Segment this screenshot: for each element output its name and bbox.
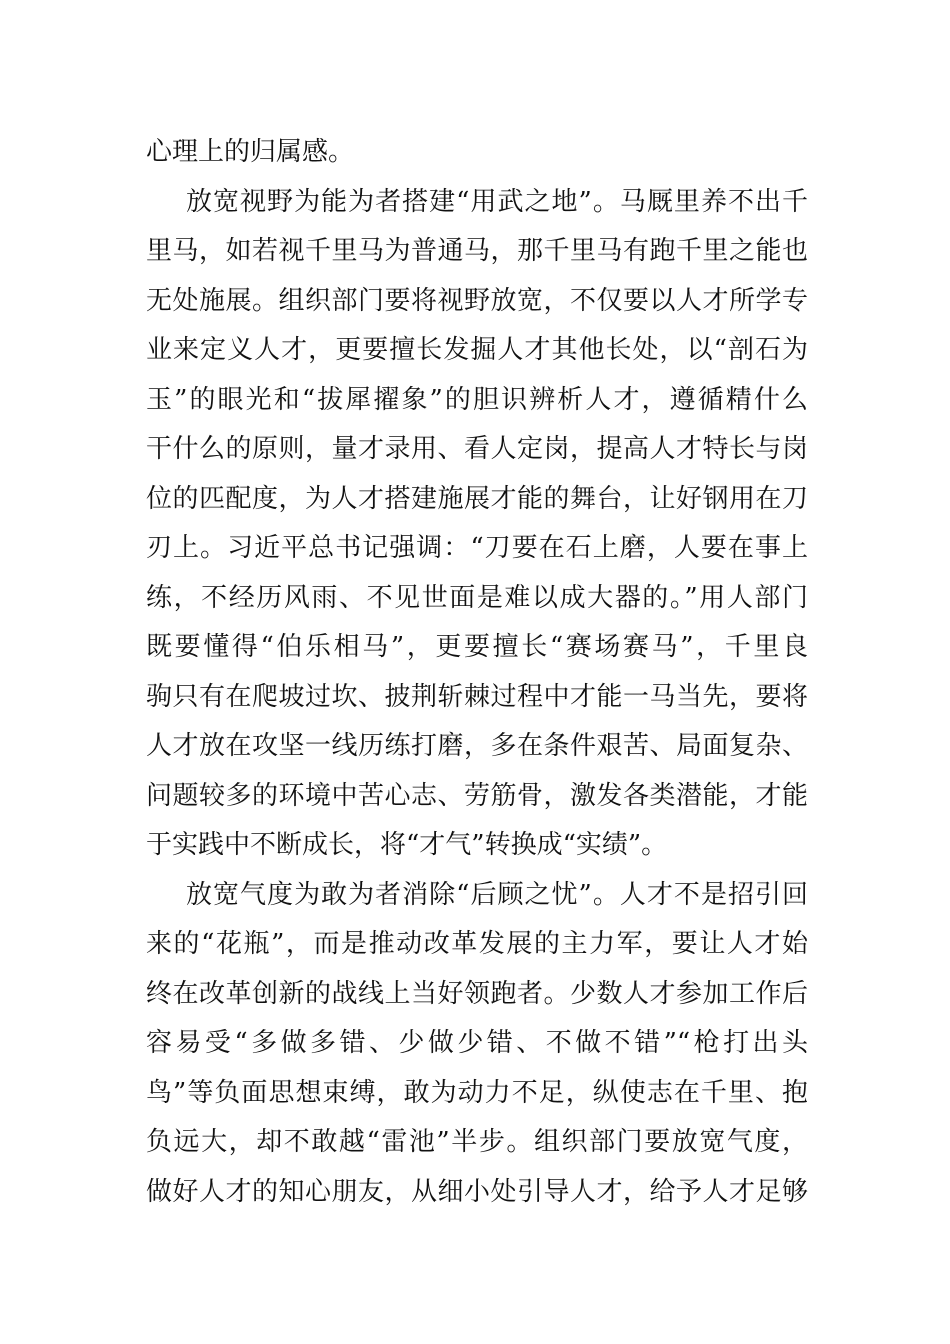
text-line: 位的匹配度，为人才搭建施展才能的舞台，让好钢用在刀: [146, 483, 808, 514]
text-line: 刃上。习近平总书记强调：“刀要在石上磨，人要在事上: [146, 533, 808, 563]
text-line: 于实践中不断成长，将“才气”转换成“实绩”。: [146, 830, 668, 860]
text-line: 鸟”等负面思想束缚，敢为动力不足，纵使志在千里、抱: [146, 1077, 808, 1108]
text-line: 终在改革创新的战线上当好领跑者。少数人才参加工作后: [146, 978, 808, 1009]
text-line: 负远大，却不敢越“雷池”半步。组织部门要放宽气度，: [146, 1127, 808, 1157]
paragraph-start-line: 放宽视野为能为者搭建“用武之地”。马厩里养不出千: [186, 186, 808, 217]
text-line: 心理上的归属感。: [146, 137, 355, 167]
text-line: 里马，如若视千里马为普通马，那千里马有跑千里之能也: [146, 236, 808, 266]
text-line: 做好人才的知心朋友，从细小处引导人才，给予人才足够: [146, 1176, 808, 1207]
text-line: 干什么的原则，量才录用、看人定岗，提高人才特长与岗: [146, 434, 808, 464]
text-line: 既要懂得“伯乐相马”，更要擅长“赛场赛马”，千里良: [146, 632, 808, 662]
text-line: 业来定义人才，更要擅长发掘人才其他长处，以“剖石为: [146, 335, 808, 365]
paragraph-start-line: 放宽气度为敢为者消除“后顾之忧”。人才不是招引回: [186, 879, 808, 910]
text-line: 玉”的眼光和“拔犀擢象”的胆识辨析人才，遵循精什么: [146, 384, 808, 415]
text-line: 容易受“多做多错、少做少错、不做不错”“枪打出头: [146, 1028, 808, 1058]
body-text: [146, 128, 808, 1217]
text-line: 驹只有在爬坡过坎、披荆斩棘过程中才能一马当先，要将: [146, 681, 808, 712]
text-line: 来的“花瓶”，而是推动改革发展的主力军，要让人才始: [146, 929, 808, 959]
text-line: 问题较多的环境中苦心志、劳筋骨，激发各类潜能，才能: [146, 780, 808, 811]
text-line: 练，不经历风雨、不见世面是难以成大器的。”用人部门: [146, 582, 808, 613]
text-line: 人才放在攻坚一线历练打磨，多在条件艰苦、局面复杂、: [146, 731, 808, 761]
text-line: 无处施展。组织部门要将视野放宽，不仅要以人才所学专: [146, 285, 808, 316]
